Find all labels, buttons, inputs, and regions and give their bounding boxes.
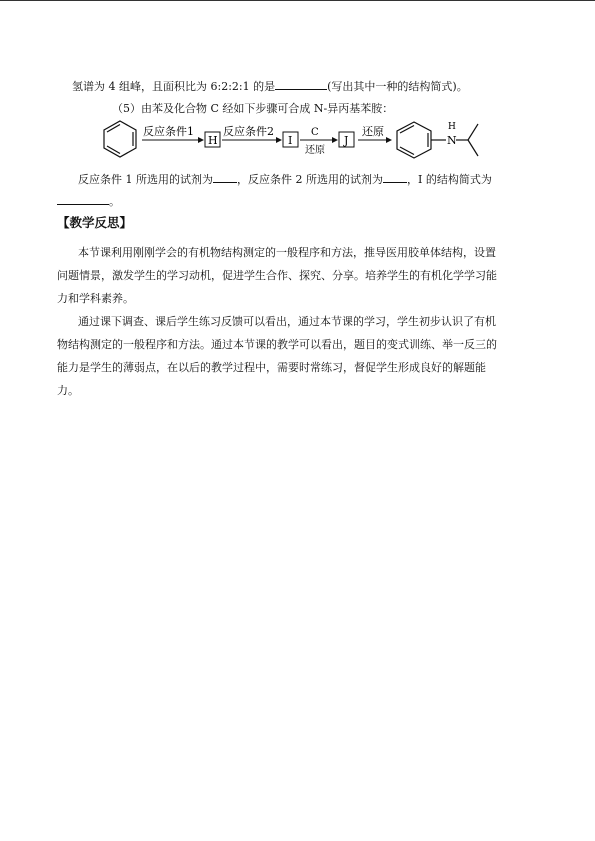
question-line-1-tail: (写出其中一种的结构简式)。: [327, 80, 468, 93]
box-j-label: J: [344, 134, 349, 147]
condition-2-text: ，反应条件 2 所选用的试剂为: [237, 173, 383, 186]
arrow-2-head: [276, 137, 282, 143]
paragraph-2-line-4: 力。: [57, 384, 79, 397]
product-nitrogen: N: [447, 134, 457, 147]
condition-1-text: 反应条件 1 所选用的试剂为: [78, 173, 213, 186]
condition-2-blank: [383, 172, 407, 183]
question-end-punct: 。: [109, 195, 120, 208]
paragraph-2-line-3: 能力是学生的薄弱点，在以后的教学过程中，需要时常练习，督促学生形成良好的解题能: [57, 361, 486, 374]
question-line-1-text: 氢谱为 4 组峰，且面积比为 6:2:2:1 的是: [72, 80, 276, 93]
arrow-3-head: [332, 137, 338, 143]
arrow-2-label: 反应条件2: [223, 125, 274, 138]
paragraph-2-line-1: 通过课下调查、课后学生练习反馈可以看出，通过本节课的学习，学生初步认识了有机: [78, 315, 496, 328]
box-h-label: H: [208, 134, 218, 147]
paragraph-1-line-1: 本节课利用刚刚学会的有机物结构测定的一般程序和方法，推导医用胶单体结构，设置: [78, 246, 496, 259]
arrow-3-bottom-label: 还原: [305, 145, 325, 156]
product-benzene-ring: [397, 122, 431, 158]
arrow-1-label: 反应条件1: [143, 125, 194, 138]
arrow-4-label: 还原: [362, 125, 384, 138]
arrow-1-head: [198, 137, 204, 143]
question-line-2: [112, 102, 393, 116]
benzene-ring: [104, 121, 136, 157]
product-nh-hydrogen: H: [448, 122, 456, 132]
product-methyl-1: [468, 124, 478, 140]
arrow-3-top-label: C: [311, 127, 319, 138]
paragraph-1-line-3: 力和学科素养。: [57, 292, 134, 305]
paragraph-2-line-2: 物结构测定的一般程序和方法。通过本节课的教学可以看出，题目的变式训练、举一反三的: [57, 338, 497, 351]
page-top-border: [0, 0, 595, 1]
arrow-4-head: [386, 137, 392, 143]
product-methyl-2: [468, 140, 478, 156]
reaction-scheme: [100, 118, 500, 162]
paragraph-1-line-2: 问题情景，激发学生的学习动机，促进学生合作、探究、分享。培养学生的有机化学学习能: [57, 269, 497, 282]
section-heading: 【教学反思】: [57, 215, 133, 230]
question-line-4: [57, 194, 120, 209]
condition-1-blank: [213, 172, 237, 183]
question-line-3: [78, 172, 492, 187]
answer-blank: [275, 79, 327, 90]
structure-i-text: ，I 的结构简式为: [407, 173, 492, 186]
box-i-label: I: [288, 134, 293, 147]
structure-i-blank: [57, 194, 109, 205]
synthesis-intro: （5）由苯及化合物 C 经如下步骤可合成 N-异丙基苯胺：: [112, 102, 394, 115]
question-line-1: [72, 79, 468, 94]
